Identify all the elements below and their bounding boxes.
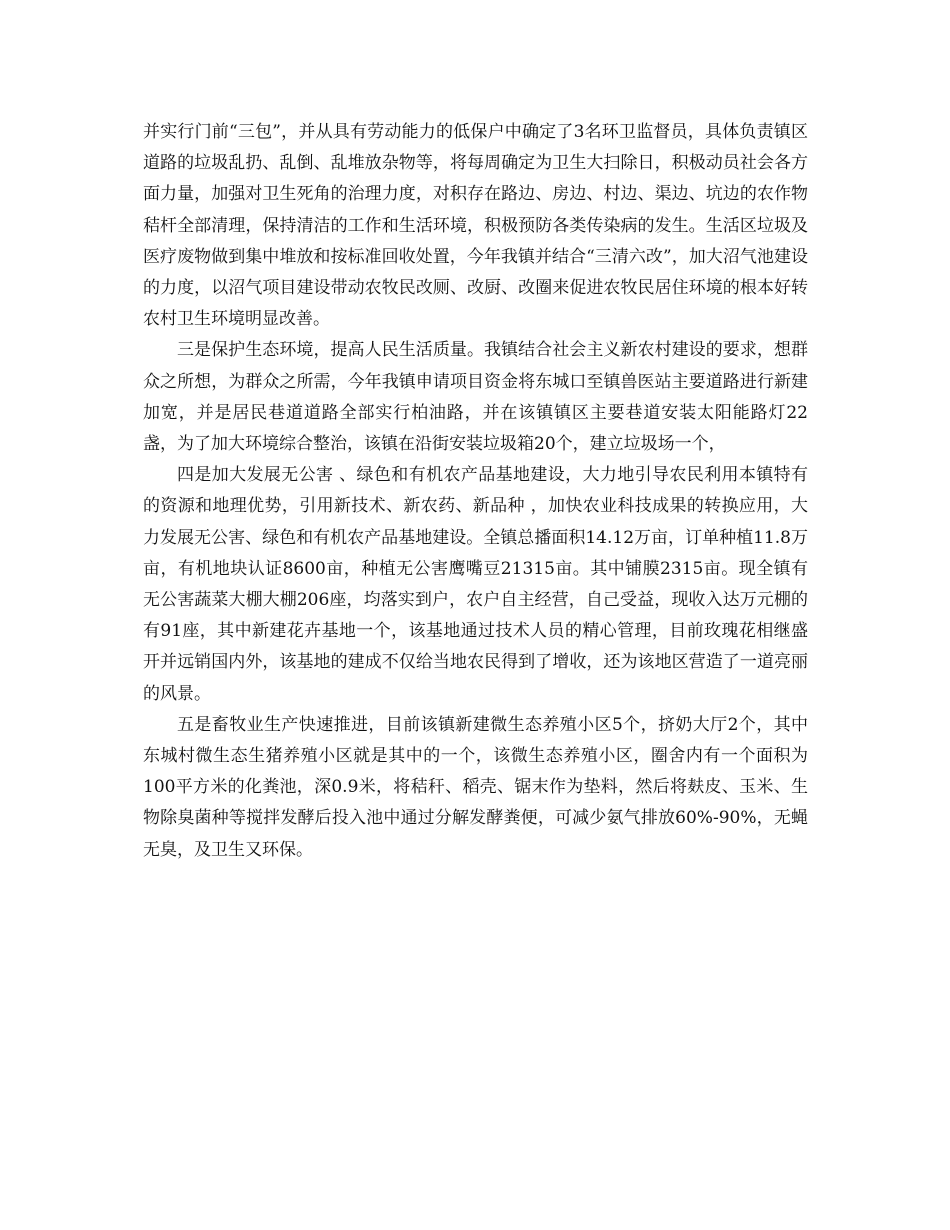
paragraph-animal-husbandry: 五是畜牧业生产快速推进，目前该镇新建微生态养殖小区5个，挤奶大厅2个，其中东城村微生态生猪养殖小区就是其中的一个，该微生态养殖小区，圈舍内有一个面积为100平方米的化粪池，深0.9米，将秸秆、稻壳、锯末作为垫料，然后将麸皮、玉米、生物除臭菌种等搅拌发酵后投入池中通过分解发酵粪便，可减少氨气排放60%-90%，无蝇无臭，及卫生又环保。 [143, 714, 808, 860]
paragraph-agricultural-base: 四是加大发展无公害 、绿色和有机农产品基地建设，大力地引导农民利用本镇特有的资源和地理优势，引用新技术、新农药、新品种 ，加快农业科技成果的转换应用，大力发展无公害、绿色和有机农产品基地建设。全镇总播面积14.12万亩，订单种植11.8万亩，有机地块认证8600亩，种植无公害鹰嘴豆21315亩。其中铺膜2315亩。现全镇有无公害蔬菜大棚大棚206座，均落实到户，农户自主经营，自己受益，现收入达万元棚的有91座，其中新建花卉基地一个，该基地通过技术人员的精心管理，目前玫瑰花相继盛开并远销国内外，该基地的建成不仅给当地农民得到了增收，还为该地区营造了一道亮丽的风景。 [143, 465, 808, 704]
document-body [143, 117, 808, 866]
paragraph-sanitation-continued: 并实行门前“三包”，并从具有劳动能力的低保户中确定了3名环卫监督员，具体负责镇区道路的垃圾乱扔、乱倒、乱堆放杂物等，将每周确定为卫生大扫除日，积极动员社会各方面力量，加强对卫生死角的治理力度，对积存在路边、房边、村边、渠边、坑边的农作物秸杆全部清理，保持清洁的工作和生活环境，积极预防各类传染病的发生。生活区垃圾及医疗废物做到集中堆放和按标准回收处置，今年我镇并结合“三清六改”，加大沼气池建设的力度，以沼气项目建设带动农牧民改厕、改厨、改圈来促进农牧民居住环境的根本好转农村卫生环境明显改善。 [143, 122, 808, 330]
paragraph-ecological-environment: 三是保护生态环境，提高人民生活质量。我镇结合社会主义新农村建设的要求，想群众之所想，为群众之所需，今年我镇申请项目资金将东城口至镇兽医站主要道路进行新建加宽，并是居民巷道道路全部实行柏油路，并在该镇镇区主要巷道安装太阳能路灯22盏，为了加大环境综合整治，该镇在沿街安装垃圾箱20个，建立垃圾场一个， [143, 340, 808, 455]
